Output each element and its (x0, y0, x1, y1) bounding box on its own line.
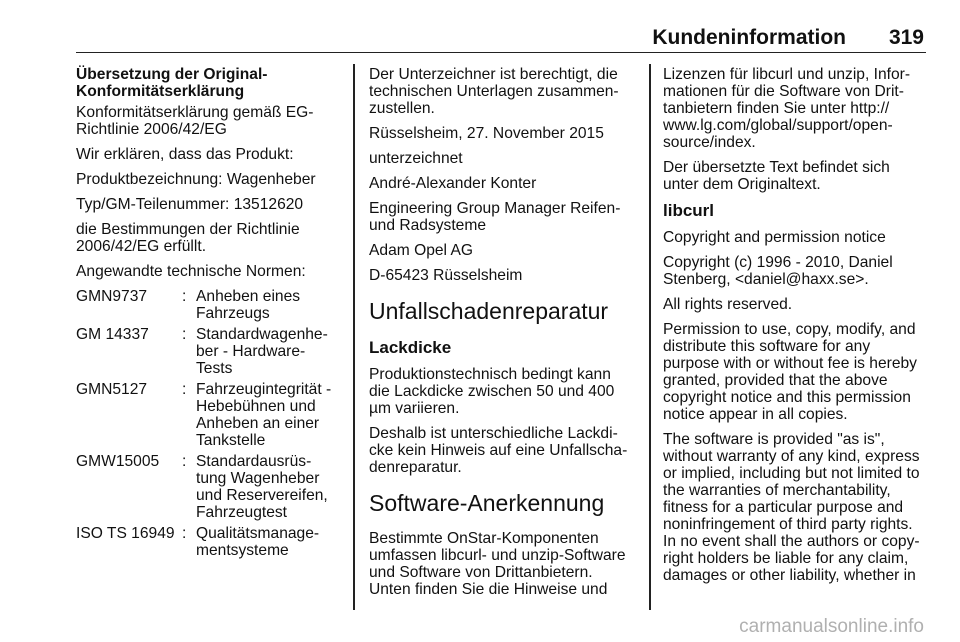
paragraph: Copyright and permission notice (663, 229, 886, 246)
column-divider (649, 64, 651, 610)
table-row (76, 326, 346, 381)
norm-code: GMW15005 (76, 453, 160, 470)
norm-code: GM 14337 (76, 326, 149, 343)
norm-code: GMN5127 (76, 381, 148, 398)
norm-description: Qualitätsmanage- mentsysteme (196, 525, 320, 559)
norm-description: Fahrzeugintegrität - Hebebühnen und Anheben an einer Tankstelle (196, 381, 332, 449)
norm-code: GMN9737 (76, 288, 148, 305)
paragraph: Produktionstechnisch bedingt kann die Lackdicke zwischen 50 und 400 µm variieren. (369, 366, 615, 417)
section-heading: Übersetzung der Original- Konformitätserklärung (76, 66, 268, 100)
column-divider (353, 64, 355, 610)
paragraph: Copyright (c) 1996 - 2010, Daniel Stenberg, <daniel@haxx.se>. (663, 254, 893, 288)
paragraph: Wir erklären, dass das Produkt: (76, 146, 294, 163)
column-2 (369, 66, 637, 606)
paragraph: Adam Opel AG (369, 242, 474, 259)
paragraph: unterzeichnet (369, 150, 463, 167)
paragraph: Typ/GM-Teilenummer: 13512620 (76, 196, 304, 213)
norm-separator: : (182, 453, 187, 470)
norm-description: Anheben eines Fahrzeugs (196, 288, 301, 322)
norm-description: Standardwagenhe- ber - Hardware- Tests (196, 326, 328, 377)
paragraph: Bestimmte OnStar-Komponenten umfassen libcurl- und unzip-Software und Software von Drittanbietern. Unten finden Sie die Hinweise und (369, 530, 626, 598)
norm-description: Standardausrüs- tung Wagenheber und Reservereifen, Fahrzeugtest (196, 453, 328, 521)
watermark: carmanualsonline.info (739, 616, 924, 637)
paragraph: Rüsselsheim, 27. November 2015 (369, 125, 604, 142)
paragraph: André-Alexander Konter (369, 175, 537, 192)
subsection-heading-lackdicke: Lackdicke (369, 338, 452, 357)
paragraph: Konformitätserklärung gemäß EG- Richtlinie 2006/42/EG (76, 104, 314, 138)
table-row (76, 288, 346, 326)
paragraph: Permission to use, copy, modify, and distribute this software for any purpose with or without fee is hereby granted, provided that the above copyright notice and this permission notice appear in all copies. (663, 321, 917, 423)
norm-separator: : (182, 288, 187, 305)
table-row (76, 453, 346, 525)
paragraph: Engineering Group Manager Reifen- und Radsysteme (369, 200, 621, 234)
subsection-heading-libcurl: libcurl (663, 201, 715, 220)
norm-separator: : (182, 381, 187, 398)
paragraph: D-65423 Rüsselsheim (369, 267, 523, 284)
paragraph: All rights reserved. (663, 296, 793, 313)
norms-table (76, 288, 346, 563)
table-row (76, 525, 346, 563)
table-row (76, 381, 346, 453)
norm-code: ISO TS 16949 (76, 525, 175, 542)
norm-separator: : (182, 326, 187, 343)
column-1 (76, 66, 346, 563)
section-heading-unfallschadenreparatur: Unfallschadenreparatur (369, 298, 609, 324)
paragraph: Der Unterzeichner ist berechtigt, die technischen Unterlagen zusammen- zustellen. (369, 66, 619, 117)
paragraph: Lizenzen für libcurl und unzip, Infor- mationen für die Software von Drit- tanbietern finden Sie unter http:// www.lg.com/global/support/open- source/index. (663, 66, 911, 151)
page-title: Kundeninformation (652, 26, 846, 49)
paragraph: Angewandte technische Normen: (76, 263, 306, 280)
paragraph: die Bestimmungen der Richtlinie 2006/42/EG erfüllt. (76, 221, 300, 255)
column-3 (663, 66, 931, 592)
section-heading-software-anerkennung: Software-Anerkennung (369, 490, 605, 516)
paragraph: Der übersetzte Text befindet sich unter dem Originaltext. (663, 159, 890, 193)
page-header (76, 24, 926, 53)
page-number: 319 (888, 26, 924, 49)
paragraph: Deshalb ist unterschiedliche Lackdi- cke kein Hinweis auf eine Unfallscha- denreparatur. (369, 425, 628, 476)
paragraph: The software is provided "as is", without warranty of any kind, express or implied, including but not limited to the warranties of merchantability, fitness for a particular purpose and noninfringement of third party rights. In no event shall the authors or copy- right holders be liable for any claim, damages or other liability, whether in (663, 431, 920, 584)
norm-separator: : (182, 525, 187, 542)
paragraph: Produktbezeichnung: Wagenheber (76, 171, 316, 188)
